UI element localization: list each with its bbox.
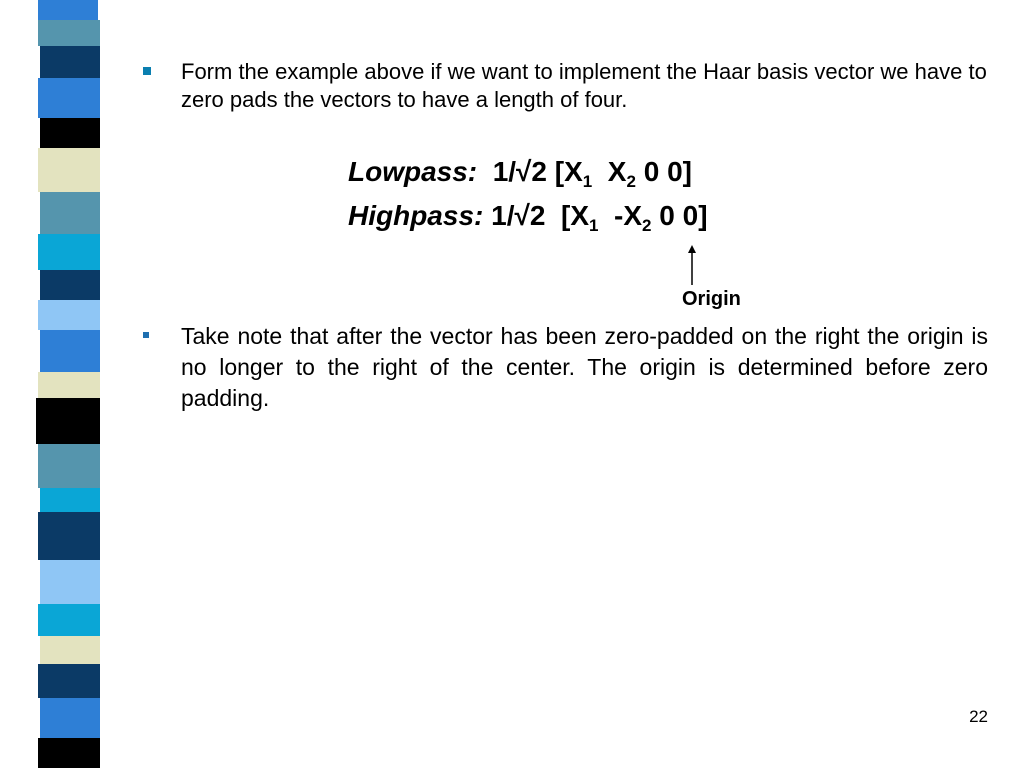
stripe-graphic bbox=[30, 0, 104, 768]
decorative-stripe bbox=[30, 0, 104, 768]
highpass-sub2: 2 bbox=[642, 216, 652, 235]
lowpass-mid: X bbox=[592, 156, 627, 187]
lowpass-coef: 1/√2 [X bbox=[492, 156, 583, 187]
highpass-formula bbox=[348, 198, 708, 234]
origin-label: Origin bbox=[682, 288, 741, 310]
lowpass-tail: 0 0] bbox=[635, 156, 692, 187]
bullet-text-1: Form the example above if we want to implement the Haar basis vector we have to zero pads the vectors to have a length of four. bbox=[181, 59, 987, 112]
highpass-label: Highpass: bbox=[348, 200, 484, 231]
bullet-text-2: Take note that after the vector has been zero-padded on the right the origin is no longer to the right of the center. The origin is determined before zero padding. bbox=[181, 323, 988, 411]
lowpass-sub1: 1 bbox=[582, 172, 593, 191]
highpass-sub1: 1 bbox=[589, 216, 599, 235]
up-arrow-icon bbox=[684, 245, 700, 285]
highpass-tail: 0 0] bbox=[651, 200, 708, 231]
page-number: 22 bbox=[969, 707, 988, 726]
square-bullet-icon bbox=[143, 332, 149, 338]
highpass-mid: -X bbox=[598, 200, 643, 231]
highpass-coef: 1/√2 [X bbox=[491, 200, 589, 231]
lowpass-sub2: 2 bbox=[626, 172, 636, 191]
lowpass-label: Lowpass: bbox=[348, 156, 478, 187]
square-bullet-icon bbox=[143, 67, 151, 75]
bullet-item-2 bbox=[143, 321, 988, 414]
lowpass-formula bbox=[348, 154, 692, 190]
bullet-item-1 bbox=[143, 58, 988, 114]
